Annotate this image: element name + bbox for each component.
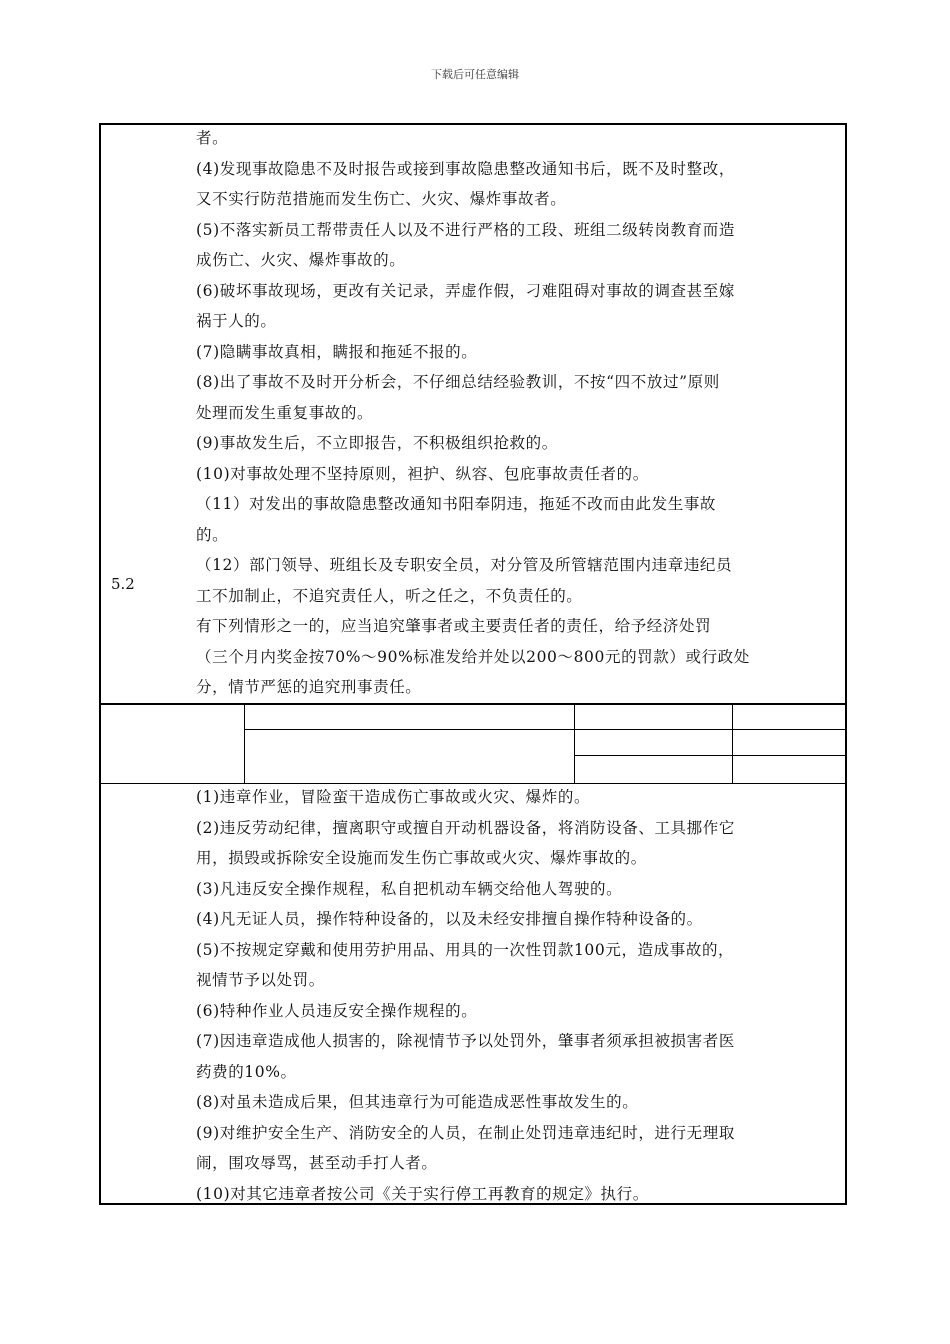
grid-top-line xyxy=(101,703,847,705)
upper-line: (8)出了事故不及时开分析会，不仔细总结经验教训，不按“四不放过”原则 xyxy=(196,373,720,391)
grid-col-divider-1 xyxy=(244,703,245,783)
upper-line: (4)发现事故隐患不及时报告或接到事故隐患整改通知书后，既不及时整改， xyxy=(196,159,735,178)
upper-line: （12）部门领导、班组长及专职安全员，对分管及所管辖范围内违章违纪员 xyxy=(196,556,733,574)
lower-line: (3)凡违反安全操作规程，私自把机动车辆交给他人驾驶的。 xyxy=(196,879,623,898)
lower-line: (4)凡无证人员，操作特种设备的，以及未经安排擅自操作特种设备的。 xyxy=(196,910,703,928)
upper-line: (6)破坏事故现场，更改有关记录，弄虚作假，刁难阻碍对事故的调查甚至嫁 xyxy=(196,281,735,300)
lower-line: (5)不按规定穿戴和使用劳护用品、用具的一次性罚款100元，造成事故的， xyxy=(196,940,735,959)
regulation-table xyxy=(99,123,847,1205)
lower-line: (10)对其它违章者按公司《关于实行停工再教育的规定》执行。 xyxy=(196,1184,649,1203)
lower-line: (2)违反劳动纪律，擅离职守或擅自开动机器设备，将消防设备、工具挪作它 xyxy=(196,818,735,837)
lower-line: 用，损毁或拆除安全设施而发生伤亡事故或火灾、爆炸事故的。 xyxy=(196,849,647,867)
lower-line: (8)对虽未造成后果，但其违章行为可能造成恶性事故发生的。 xyxy=(196,1093,639,1111)
lower-line: (7)因违章造成他人损害的，除视情节予以处罚外，肇事者须承担被损害者医 xyxy=(196,1032,735,1050)
upper-line: （11）对发出的事故隐患整改通知书阳奉阴违，拖延不改而由此发生事故 xyxy=(196,495,717,513)
lower-line: (6)特种作业人员违反安全操作规程的。 xyxy=(196,1001,478,1020)
upper-line: 成伤亡、火灾、爆炸事故的。 xyxy=(196,251,406,269)
upper-line: 工不加制止，不追究责任人，听之任之，不负责任的。 xyxy=(196,586,583,605)
section-number: 5.2 xyxy=(111,575,135,593)
upper-line: 处理而发生重复事故的。 xyxy=(196,403,374,422)
upper-line: (9)事故发生后，不立即报告，不积极组织抢救的。 xyxy=(196,434,558,452)
upper-line: (10)对事故处理不坚持原则，袒护、纵容、包庇事故责任者的。 xyxy=(196,464,649,483)
upper-line: 分，情节严惩的追究刑事责任。 xyxy=(196,678,422,696)
grid-col-divider-2 xyxy=(574,703,575,783)
grid-row-line-2 xyxy=(574,755,847,756)
upper-content xyxy=(196,123,846,703)
lower-line: (1)违章作业，冒险蛮干造成伤亡事故或火灾、爆炸的。 xyxy=(196,788,591,806)
upper-line: (5)不落实新员工帮带责任人以及不进行严格的工段、班组二级转岗教育而造 xyxy=(196,220,735,239)
upper-line: 又不实行防范措施而发生伤亡、火灾、爆炸事故者。 xyxy=(196,190,567,208)
lower-line: 药费的10%。 xyxy=(196,1062,297,1081)
upper-line: 祸于人的。 xyxy=(196,312,277,330)
lower-content xyxy=(196,782,846,1209)
upper-line: 者。 xyxy=(196,129,229,147)
grid-col-divider-3 xyxy=(732,703,733,783)
lower-line: 闹，围攻辱骂，甚至动手打人者。 xyxy=(196,1154,438,1172)
upper-line: 的。 xyxy=(196,525,229,544)
upper-line: (7)隐瞒事故真相，瞒报和拖延不报的。 xyxy=(196,342,478,361)
lower-line: (9)对维护安全生产、消防安全的人员，在制止处罚违章违纪时，进行无理取 xyxy=(196,1123,735,1142)
lower-line: 视情节予以处罚。 xyxy=(196,971,325,989)
upper-line: （三个月内奖金按70%～90%标准发给并处以200～800元的罚款）或行政处 xyxy=(196,647,750,666)
page-header-note: 下载后可任意编辑 xyxy=(431,68,519,81)
upper-line: 有下列情形之一的，应当追究肇事者或主要责任者的责任，给予经济处罚 xyxy=(196,617,712,635)
grid-row-line-1 xyxy=(244,729,847,730)
